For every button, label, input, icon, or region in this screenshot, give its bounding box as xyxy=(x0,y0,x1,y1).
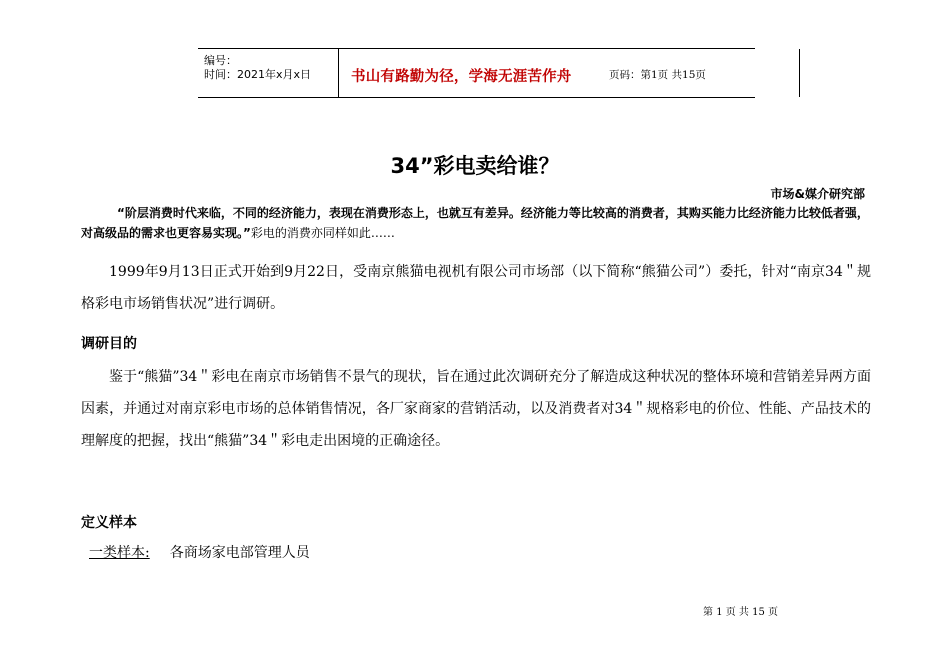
number-label: 编号： xyxy=(204,54,237,67)
section-heading-goal: 调研目的 xyxy=(81,336,137,352)
sample-item-label: 一类样本: xyxy=(89,545,150,561)
document-header xyxy=(198,48,755,98)
page-footer: 第 1 页 共 15 页 xyxy=(703,607,778,618)
header-meta xyxy=(198,49,338,97)
header-motto-cell xyxy=(338,49,800,97)
paragraph-goal: 鉴于“熊猫”34＂彩电在南京市场销售不景气的现状，旨在通过此次调研充分了解造成这种状况的整体环境和营销差异两方面因素，并通过对南京彩电市场的总体销售情况，各厂家商家的营销活动，以及消费者对34＂规格彩电的价位、性能、产品技术的理解度的把握，找出“熊猫”34＂彩电走出困境的正确途径。 xyxy=(81,369,871,449)
time-label: 时间：2021年x月x日 xyxy=(204,68,312,81)
department-label: 市场&媒介研究部 xyxy=(770,187,865,201)
header-page-code: 页码：第1页 共15页 xyxy=(609,69,706,81)
page-title: 34”彩电卖给谁？ xyxy=(390,154,560,178)
motto: 书山有路勤为径，学海无涯苦作舟 xyxy=(351,69,572,85)
sample-item-value: 各商场家电部管理人员 xyxy=(169,545,310,561)
intro-quote xyxy=(81,203,871,243)
sample-item xyxy=(89,542,310,562)
quote-bold: “阶层消费时代来临，不同的经济能力，表现在消费形态上，也就互有差异。经济能力等比较高的消费者，其购买能力比经济能力比较低者强，对高级品的需求也更容易实现。” xyxy=(81,206,869,240)
paragraph-intro: 1999年9月13日正式开始到9月22日，受南京熊猫电视机有限公司市场部（以下简称“熊猫公司”）委托，针对“南京34＂规格彩电市场销售状况”进行调研。 xyxy=(81,264,871,312)
quote-tail: 彩电的消费亦同样如此…… xyxy=(250,226,395,240)
section-heading-sample: 定义样本 xyxy=(81,515,137,531)
